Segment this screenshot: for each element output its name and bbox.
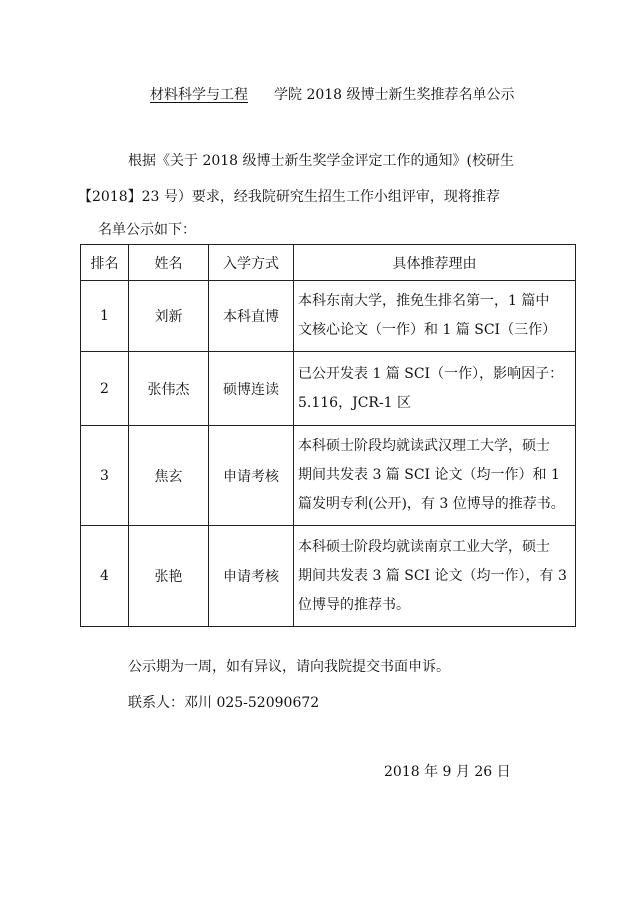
cell-mode: 硕博连读 bbox=[209, 352, 294, 426]
table-header-row bbox=[81, 245, 576, 281]
table-row bbox=[81, 426, 576, 526]
reason-line: 5.116，JCR-1 区 bbox=[298, 394, 412, 411]
recommendation-table bbox=[80, 244, 576, 627]
document-title bbox=[150, 84, 515, 104]
reason-line: 本科硕士阶段均就读南京工业大学，硕士 bbox=[298, 538, 550, 555]
reason-line: 本科东南大学，推免生排名第一，1 篇中 bbox=[298, 293, 550, 309]
cell-reason bbox=[294, 426, 576, 526]
cell-rank: 4 bbox=[81, 526, 129, 627]
intro-line-2: 【2018】23 号）要求，经我院研究生招生工作小组评审，现将推荐 bbox=[78, 189, 500, 205]
reason-line: 已公开发表 1 篇 SCI（一作），影响因子： bbox=[298, 365, 564, 382]
intro-line-3: 名单公示如下： bbox=[98, 222, 196, 238]
header-rank: 排名 bbox=[81, 245, 129, 281]
reason-line: 期间共发表 3 篇 SCI 论文（均一作）和 1 bbox=[298, 467, 560, 483]
reason-line: 本科硕士阶段均就读武汉理工大学，硕士 bbox=[298, 438, 550, 454]
table-row bbox=[81, 526, 576, 627]
reason-line: 篇发明专利(公开)，有 3 位博导的推荐书。 bbox=[298, 496, 565, 512]
cell-rank: 3 bbox=[81, 426, 129, 526]
department-name: 材料科学与工程 bbox=[150, 87, 248, 103]
cell-reason bbox=[294, 352, 576, 426]
reason-line: 期间共发表 3 篇 SCI 论文（均一作），有 3 bbox=[298, 567, 567, 584]
reason-line: 文核心论文（一作）和 1 篇 SCI（三作） bbox=[298, 322, 557, 338]
cell-rank: 1 bbox=[81, 281, 129, 352]
notice-period: 公示期为一周，如有异议，请向我院提交书面申诉。 bbox=[128, 659, 450, 675]
reason-line: 位博导的推荐书。 bbox=[298, 596, 410, 613]
cell-reason bbox=[294, 281, 576, 352]
notice-contact: 联系人：邓川 025-52090672 bbox=[128, 695, 320, 711]
publication-date: 2018 年 9 月 26 日 bbox=[384, 764, 511, 780]
cell-mode: 申请考核 bbox=[209, 526, 294, 627]
intro-line-1: 根据《关于 2018 级博士新生奖学金评定工作的通知》(校研生 bbox=[128, 153, 514, 169]
cell-reason bbox=[294, 526, 576, 627]
title-text: 学院 2018 级博士新生奖推荐名单公示 bbox=[274, 87, 515, 103]
cell-name: 焦玄 bbox=[129, 426, 209, 526]
header-mode: 入学方式 bbox=[209, 245, 294, 281]
table-row bbox=[81, 352, 576, 426]
header-name: 姓名 bbox=[129, 245, 209, 281]
cell-mode: 本科直博 bbox=[209, 281, 294, 352]
cell-mode: 申请考核 bbox=[209, 426, 294, 526]
cell-name: 张伟杰 bbox=[129, 352, 209, 426]
table-row bbox=[81, 281, 576, 352]
cell-name: 张艳 bbox=[129, 526, 209, 627]
header-reason: 具体推荐理由 bbox=[294, 245, 576, 281]
cell-name: 刘新 bbox=[129, 281, 209, 352]
cell-rank: 2 bbox=[81, 352, 129, 426]
